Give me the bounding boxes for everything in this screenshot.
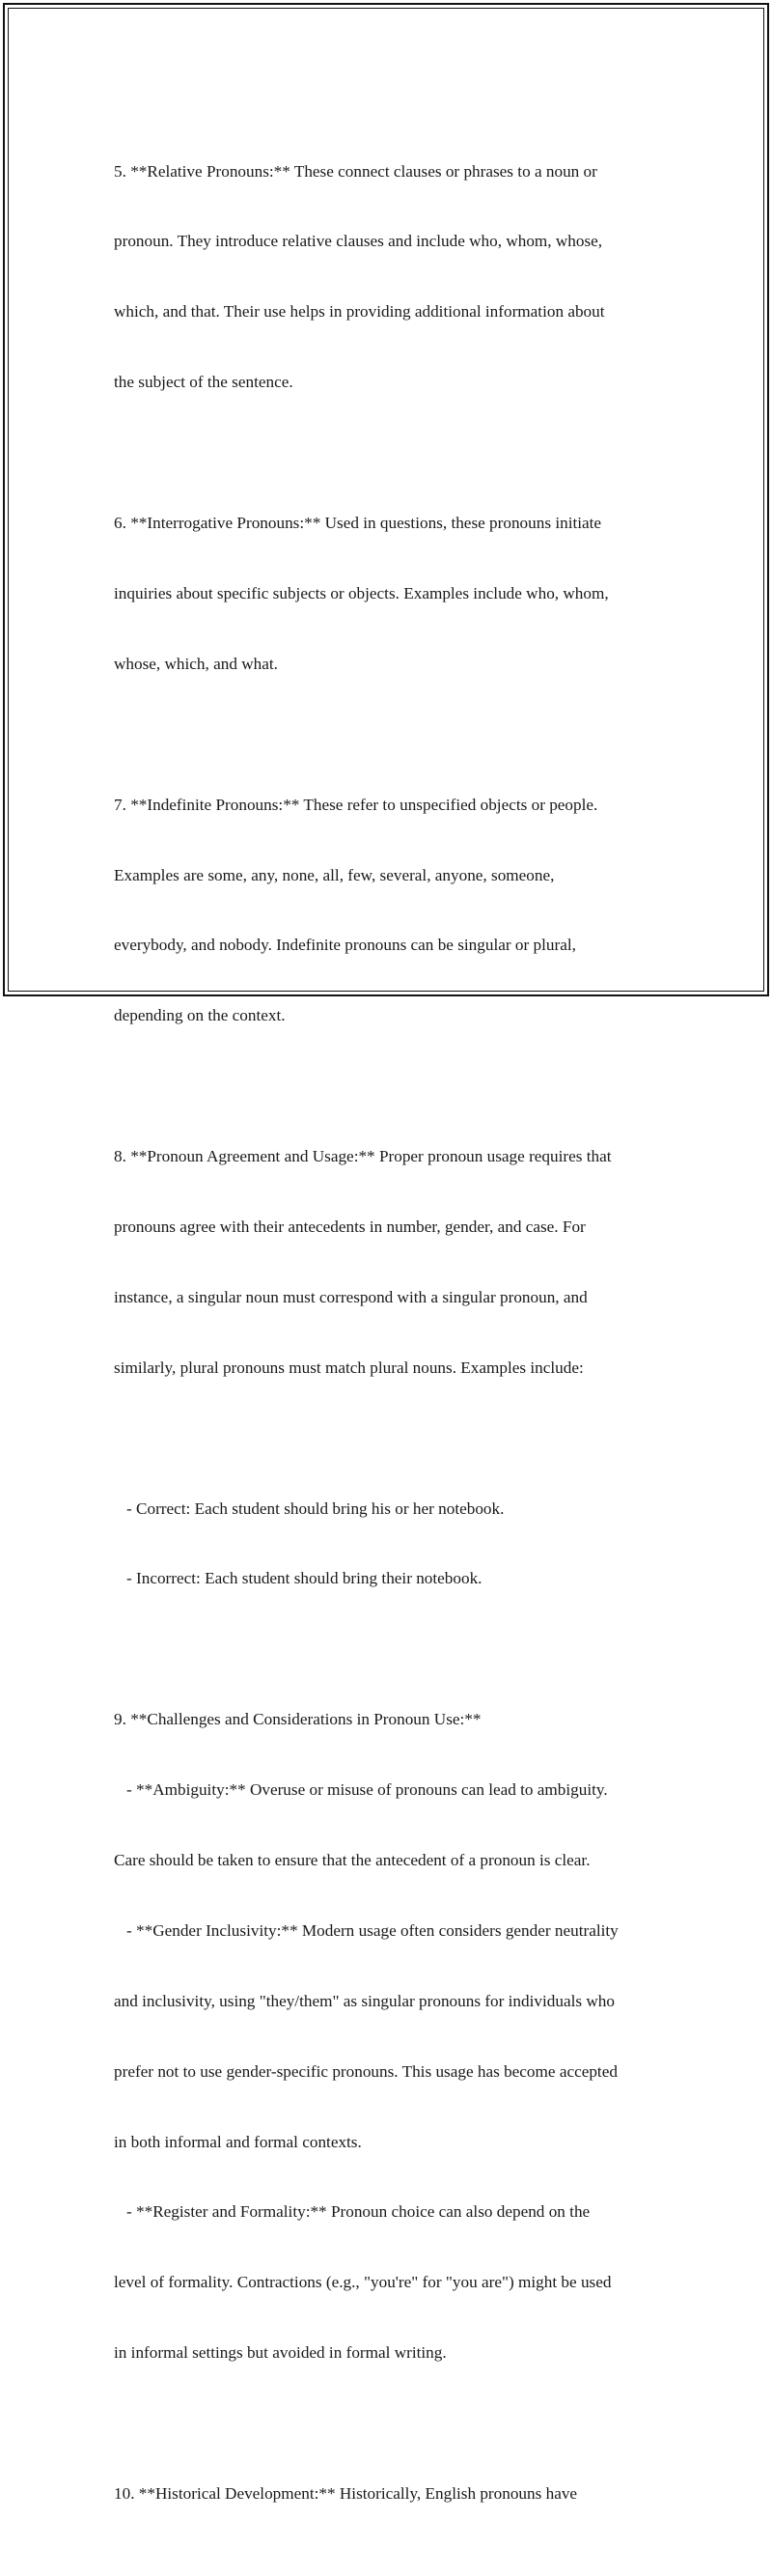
list-item: - Incorrect: Each student should bring their notebook. bbox=[126, 1569, 482, 1588]
text-line: level of formality. Contractions (e.g., "you're" for "you are") might be used bbox=[114, 2273, 612, 2292]
text-line: Examples are some, any, none, all, few, several, anyone, someone, bbox=[114, 865, 555, 884]
text-line: pronouns agree with their antecedents in number, gender, and case. For bbox=[114, 1217, 586, 1236]
text-line: and inclusivity, using "they/them" as singular pronouns for individuals who bbox=[114, 1991, 615, 2010]
list-item: - Correct: Each student should bring his or her notebook. bbox=[126, 1498, 505, 1518]
text-line: inquiries about specific subjects or objects. Examples include who, whom, bbox=[114, 583, 609, 602]
text-line: 7. **Indefinite Pronouns:** These refer to unspecified objects or people. bbox=[114, 795, 598, 814]
text-line: everybody, and nobody. Indefinite pronouns can be singular or plural, bbox=[114, 936, 576, 955]
list-item: - **Register and Formality:** Pronoun choice can also depend on the bbox=[126, 2202, 591, 2222]
text-line: in both informal and formal contexts. bbox=[114, 2132, 362, 2151]
text-line: Care should be taken to ensure that the antecedent of a pronoun is clear. bbox=[114, 1850, 591, 1869]
text-line: 10. **Historical Development:** Historically, English pronouns have bbox=[114, 2483, 578, 2503]
paragraph-historical-development bbox=[114, 2435, 669, 2552]
text-line: whose, which, and what. bbox=[114, 654, 278, 673]
text-line: in informal settings but avoided in formal writing. bbox=[114, 2343, 447, 2363]
text-line: pronoun. They introduce relative clauses and include who, whom, whose, bbox=[114, 232, 603, 251]
text-line: prefer not to use gender-specific pronouns. This usage has become accepted bbox=[114, 2061, 618, 2081]
paragraph-interrogative-pronouns bbox=[114, 464, 669, 722]
text-line: which, and that. Their use helps in providing additional information about bbox=[114, 302, 605, 322]
text-line: 8. **Pronoun Agreement and Usage:** Proper pronoun usage requires that bbox=[114, 1147, 612, 1166]
text-line: depending on the context. bbox=[114, 1006, 286, 1025]
text-line: 5. **Relative Pronouns:** These connect clauses or phrases to a noun or bbox=[114, 161, 597, 181]
list-item: - **Gender Inclusivity:** Modern usage often considers gender neutrality bbox=[126, 1920, 619, 1940]
list-item: - **Ambiguity:** Overuse or misuse of pronouns can lead to ambiguity. bbox=[126, 1780, 608, 1800]
text-line: the subject of the sentence. bbox=[114, 373, 293, 392]
paragraph-pronoun-agreement bbox=[114, 1098, 669, 1426]
text-line: 6. **Interrogative Pronouns:** Used in questions, these pronouns initiate bbox=[114, 514, 602, 533]
text-line: instance, a singular noun must correspond with a singular pronoun, and bbox=[114, 1287, 588, 1306]
paragraph-challenges bbox=[114, 1662, 669, 2413]
paragraph-relative-pronouns bbox=[114, 113, 669, 441]
text-line: similarly, plural pronouns must match plural nouns. Examples include: bbox=[114, 1358, 584, 1377]
text-line: 9. **Challenges and Considerations in Pronoun Use:** bbox=[114, 1710, 482, 1729]
paragraph-indefinite-pronouns bbox=[114, 746, 669, 1075]
document-body bbox=[114, 113, 669, 2576]
paragraph-agreement-examples bbox=[114, 1450, 669, 1638]
